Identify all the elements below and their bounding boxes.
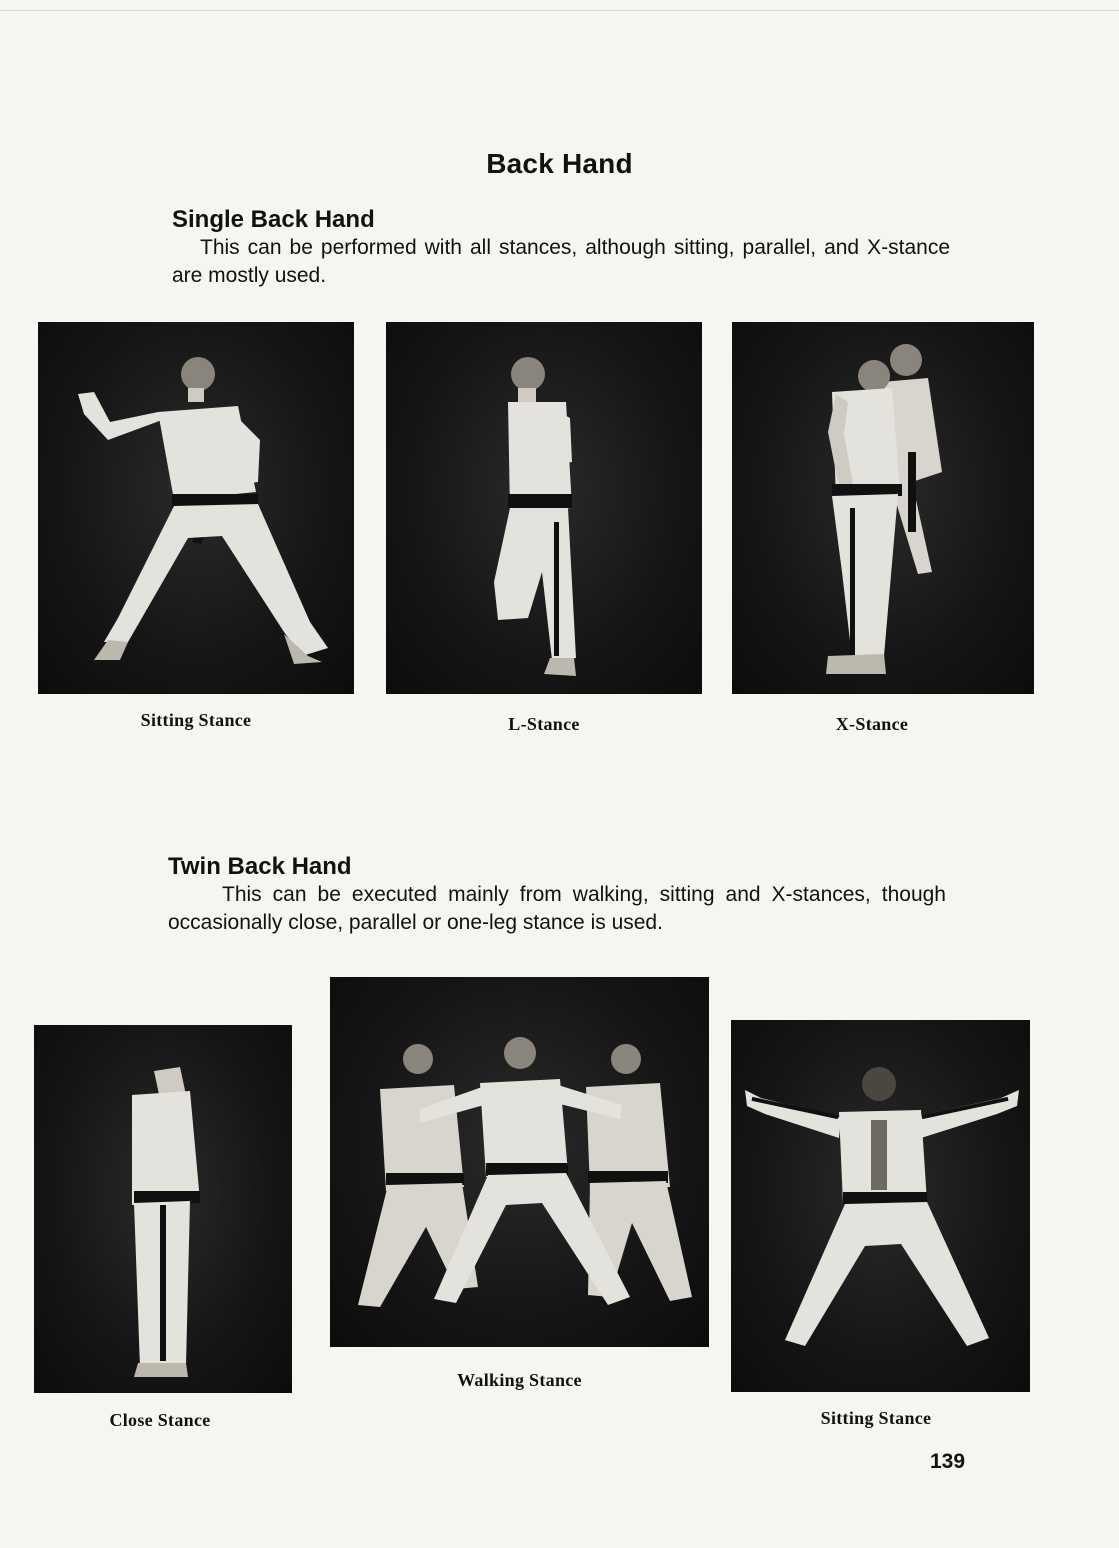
- page-number: 139: [930, 1450, 966, 1473]
- walking-stance-figures-icon: [330, 977, 709, 1347]
- photo-x-stance: [732, 322, 1034, 694]
- section-heading-single: Single Back Hand: [172, 206, 375, 233]
- photo-sitting-stance-back: [731, 1020, 1030, 1392]
- sitting-stance-figure-icon: [38, 322, 354, 694]
- section-heading-twin: Twin Back Hand: [168, 853, 352, 880]
- caption-close-stance: Close Stance: [109, 1410, 211, 1430]
- caption-sitting-stance-back: Sitting Stance: [820, 1408, 932, 1428]
- section-text-twin: This can be executed mainly from walking, sitting and X-stances, though occasionally close, parallel or one-leg stance is used.: [168, 883, 946, 934]
- photo-sitting-stance: [38, 322, 354, 694]
- caption-l-stance: L-Stance: [508, 714, 580, 734]
- caption-x-stance: X-Stance: [835, 714, 909, 734]
- photo-walking-stance: [330, 977, 709, 1347]
- caption-sitting-stance: Sitting Stance: [140, 710, 252, 730]
- close-stance-figure-icon: [34, 1025, 292, 1393]
- page-title: Back Hand: [486, 148, 633, 179]
- page-edge: [0, 10, 1119, 11]
- l-stance-figure-icon: [386, 322, 702, 694]
- photo-close-stance: [34, 1025, 292, 1393]
- sitting-stance-back-figure-icon: [731, 1020, 1030, 1392]
- caption-walking-stance: Walking Stance: [457, 1370, 582, 1390]
- section-text-single: This can be performed with all stances, although sitting, parallel, and X-stance are mostly used.: [172, 236, 950, 287]
- photo-l-stance: [386, 322, 702, 694]
- x-stance-figure-icon: [732, 322, 1034, 694]
